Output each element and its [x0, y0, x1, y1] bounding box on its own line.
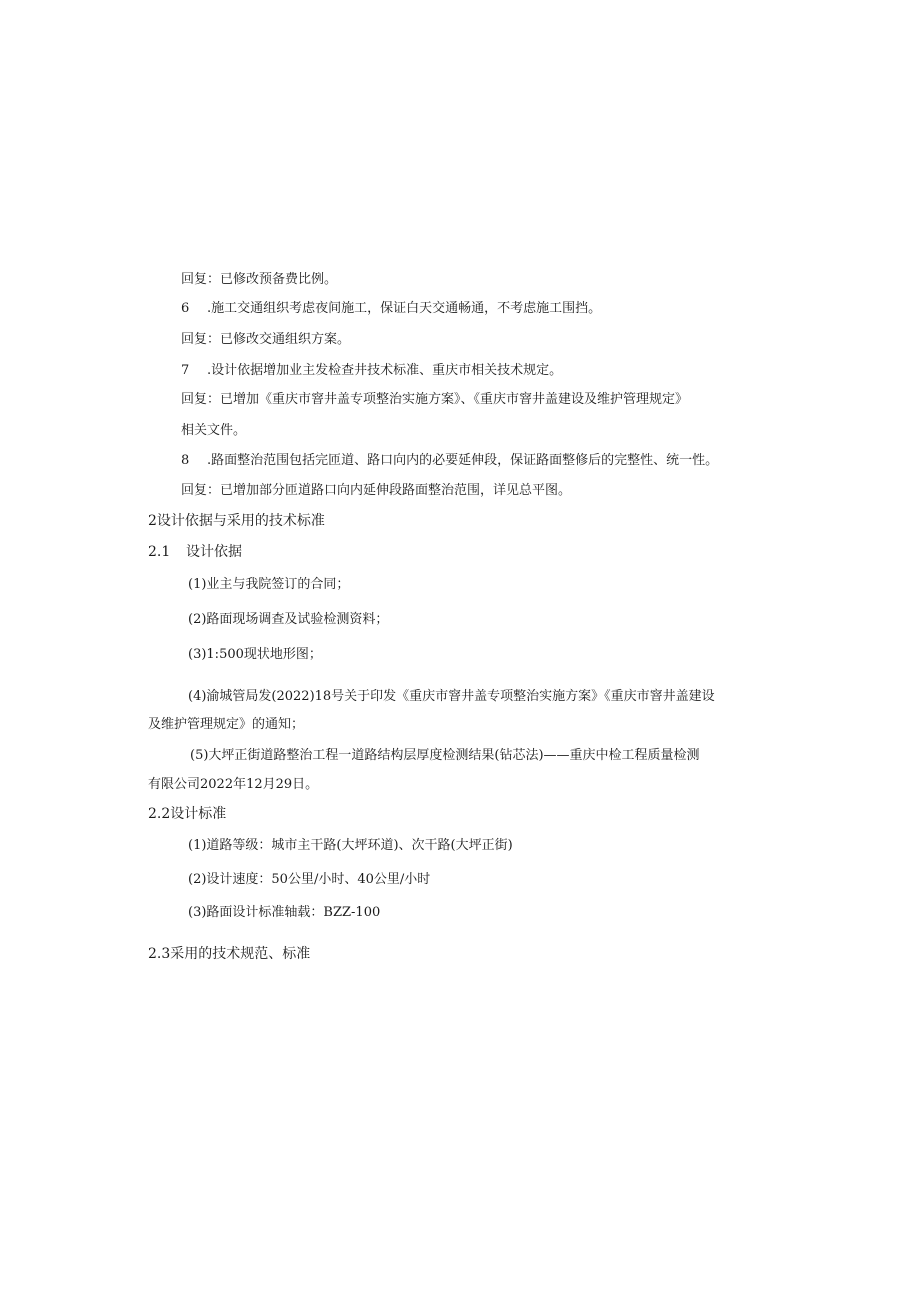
section-2-heading: 2设计依据与采用的技术标准 [148, 513, 325, 529]
section-2-1-number: 2.1 [148, 544, 171, 560]
reply-traffic-organization: 回复：已修改交通组织方案。 [181, 332, 351, 347]
comment-6-number: 6 [181, 301, 190, 316]
design-basis-item-1: (1)业主与我院签订的合同； [188, 577, 350, 592]
design-standard-item-2: (2)设计速度：50公里/小时、40公里/小时 [188, 872, 431, 887]
reply-design-basis-line2: 相关文件。 [181, 423, 247, 438]
design-basis-item-4-line1: (4)渝城管局发(2022)18号关于印发《重庆市窨井盖专项整治实施方案》《重庆市窨井盖建设 [188, 689, 715, 704]
comment-7-text: .设计依据增加业主发检查井技术标准、重庆市相关技术规定。 [207, 363, 563, 378]
comment-8-number: 8 [181, 453, 190, 468]
section-2-3-heading: 2.3采用的技术规范、标准 [148, 946, 311, 962]
design-basis-item-2: (2)路面现场调查及试验检测资料； [188, 612, 389, 627]
reply-design-basis-line1: 回复：已增加《重庆市窨井盖专项整治实施方案》、《重庆市窨井盖建设及维护管理规定》 [181, 392, 689, 407]
reply-renovation-scope: 回复：已增加部分匝道路口向内延伸段路面整治范围，详见总平图。 [181, 483, 572, 498]
section-2-1-title: 设计依据 [186, 544, 242, 560]
design-standard-item-1: (1)道路等级：城市主干路(大坪环道)、次干路(大坪正街) [188, 838, 513, 853]
design-basis-item-5-line1: (5)大坪正街道路整治工程一道路结构层厚度检测结果(钻芯法)——重庆中检工程质量检测 [190, 748, 700, 763]
design-basis-item-4-line2: 及维护管理规定》的通知； [148, 717, 305, 732]
comment-6-text: .施工交通组织考虑夜间施工，保证白天交通畅通，不考虑施工围挡。 [207, 301, 602, 316]
design-basis-item-3: (3)1:500现状地形图； [188, 647, 322, 662]
section-2-2-heading: 2.2设计标准 [148, 806, 227, 822]
comment-8 [181, 452, 718, 470]
design-standard-item-3: (3)路面设计标准轴载：BZZ-100 [188, 905, 381, 920]
comment-7-number: 7 [181, 363, 190, 378]
comment-6 [181, 300, 601, 318]
comment-7 [181, 362, 562, 380]
section-2-1-heading [148, 543, 242, 561]
design-basis-item-5-line2: 有限公司2022年12月29日。 [148, 777, 319, 792]
comment-8-text: .路面整治范围包括完匝道、路口向内的必要延伸段，保证路面整修后的完整性、统一性。 [207, 453, 719, 468]
reply-preparation-fee: 回复：已修改预备费比例。 [181, 272, 338, 287]
